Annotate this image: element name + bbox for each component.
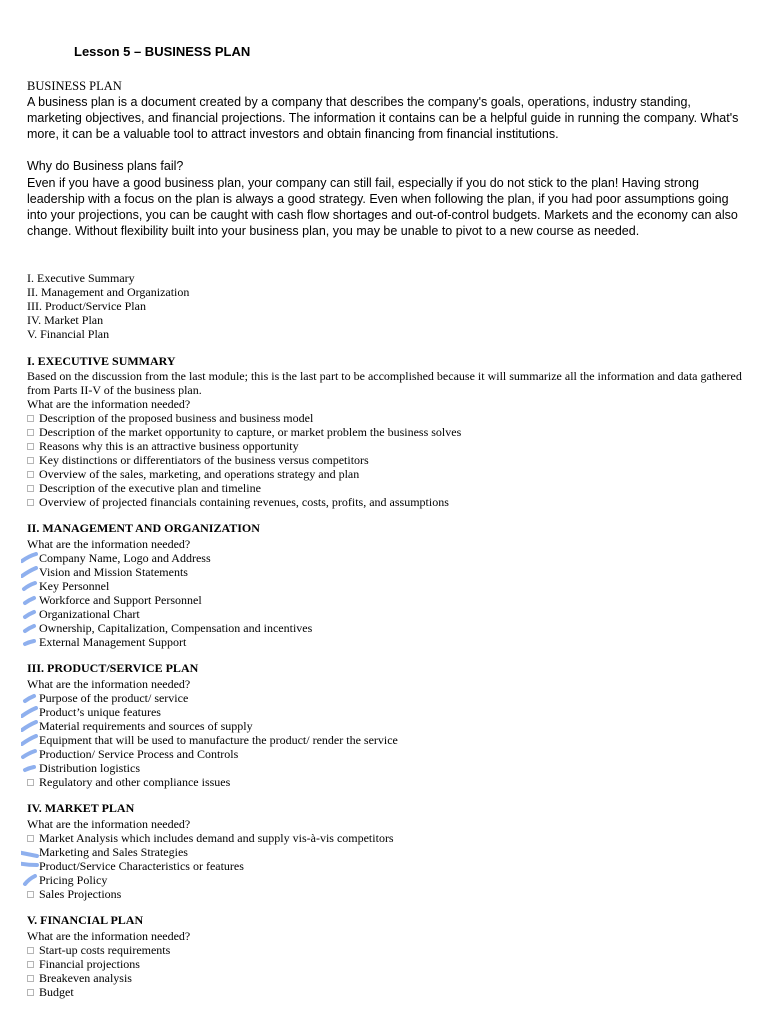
list-item: Sales Projections [27,887,121,901]
business-plan-heading: BUSINESS PLAN [27,79,122,93]
checkbox-icon [27,415,34,422]
list-item: Equipment that will be used to manufacture the product/ render the service [27,733,398,747]
checkmark-scribble-icon [21,874,41,885]
checkmark-scribble-icon [21,720,41,731]
list-item: Overview of the sales, marketing, and operations strategy and plan [27,467,359,481]
list-item: Reasons why this is an attractive business opportunity [27,439,299,453]
outline-item: III. Product/Service Plan [27,299,146,313]
list-item: Budget [27,985,74,999]
list-item: Pricing Policy [27,873,107,887]
checkbox-icon [27,891,34,898]
section-heading-market: IV. MARKET PLAN [27,801,135,815]
outline-item: IV. Market Plan [27,313,104,327]
checkmark-scribble-icon [21,706,41,717]
checkmark-scribble-icon [21,860,41,871]
checkmark-scribble-icon [21,692,41,703]
checkbox-icon [27,989,34,996]
outline-item: I. Executive Summary [27,271,135,285]
checkbox-icon [27,471,34,478]
checkbox-icon [27,975,34,982]
list-item: Market Analysis which includes demand and supply vis-à-vis competitors [27,831,394,845]
section-heading-executive: I. EXECUTIVE SUMMARY [27,354,176,368]
list-item: Overview of projected financials containing revenues, costs, profits, and assumptions [27,495,449,509]
checkmark-scribble-icon [21,622,41,633]
checkbox-icon [27,835,34,842]
list-item: Purpose of the product/ service [27,691,188,705]
checkmark-scribble-icon [21,594,41,605]
list-item: Start-up costs requirements [27,943,170,957]
checkmark-scribble-icon [21,762,41,773]
checkmark-scribble-icon [21,846,41,857]
checkmark-scribble-icon [21,552,41,563]
list-item: Material requirements and sources of supply [27,719,253,733]
checkmark-scribble-icon [21,566,41,577]
list-item: Regulatory and other compliance issues [27,775,230,789]
list-item: Organizational Chart [27,607,140,621]
checkmark-scribble-icon [21,734,41,745]
list-item: Production/ Service Process and Controls [27,747,238,761]
list-item: Description of the market opportunity to capture, or market problem the business solves [27,425,461,439]
list-item: Key Personnel [27,579,109,593]
checkbox-icon [27,947,34,954]
checkmark-scribble-icon [21,608,41,619]
list-item: Description of the proposed business and business model [27,411,313,425]
outline-item: V. Financial Plan [27,327,110,341]
list-item: Breakeven analysis [27,971,132,985]
list-item: Company Name, Logo and Address [27,551,211,565]
checkmark-scribble-icon [21,636,41,647]
section-heading-management: II. MANAGEMENT AND ORGANIZATION [27,521,260,535]
market-question: What are the information needed? [27,817,191,831]
list-item: Product/Service Characteristics or features [27,859,244,873]
checkmark-scribble-icon [21,748,41,759]
lesson-title: Lesson 5 – BUSINESS PLAN [74,44,251,59]
executive-question: What are the information needed? [27,397,191,411]
list-item: Vision and Mission Statements [27,565,188,579]
list-item: Financial projections [27,957,140,971]
list-item: External Management Support [27,635,186,649]
list-item: Description of the executive plan and timeline [27,481,261,495]
checkbox-icon [27,485,34,492]
why-heading: Why do Business plans fail? [27,159,184,173]
list-item: Key distinctions or differentiators of the business versus competitors [27,453,369,467]
list-item: Ownership, Capitalization, Compensation and incentives [27,621,312,635]
checkbox-icon [27,443,34,450]
list-item: Product’s unique features [27,705,161,719]
checkbox-icon [27,499,34,506]
intro-paragraph: A business plan is a document created by a company that describes the company's goals, operations, industry standing, marketing objectives, and financial projections. The information it contains can be a helpful guide in running the company. What's more, it can be a valuable tool to attract investors and obtain financing from financial institutions. [27,95,739,141]
list-item: Marketing and Sales Strategies [27,845,188,859]
checkmark-scribble-icon [21,580,41,591]
checkbox-icon [27,457,34,464]
why-paragraph: Even if you have a good business plan, your company can still fail, especially if you do not stick to the plan! Having strong leadership with a focus on the plan is always a good strategy. Even when following the plan, if you had poor assumptions going into your projections, you can be caught with cash flow shortages and out-of-control budgets. Markets and the economy can also change. Without flexibility built into your business plan, you may be unable to pivot to a new course as needed. [27,176,738,238]
financial-question: What are the information needed? [27,929,191,943]
section-heading-product: III. PRODUCT/SERVICE PLAN [27,661,199,675]
checkbox-icon [27,779,34,786]
checkbox-icon [27,429,34,436]
list-item: Distribution logistics [27,761,140,775]
management-question: What are the information needed? [27,537,191,551]
executive-description: Based on the discussion from the last module; this is the last part to be accomplished because it will summarize all the information and data gathered from Parts II-V of the business plan. [27,369,742,397]
section-heading-financial: V. FINANCIAL PLAN [27,913,144,927]
checkbox-icon [27,961,34,968]
outline-item: II. Management and Organization [27,285,190,299]
list-item: Workforce and Support Personnel [27,593,202,607]
product-question: What are the information needed? [27,677,191,691]
